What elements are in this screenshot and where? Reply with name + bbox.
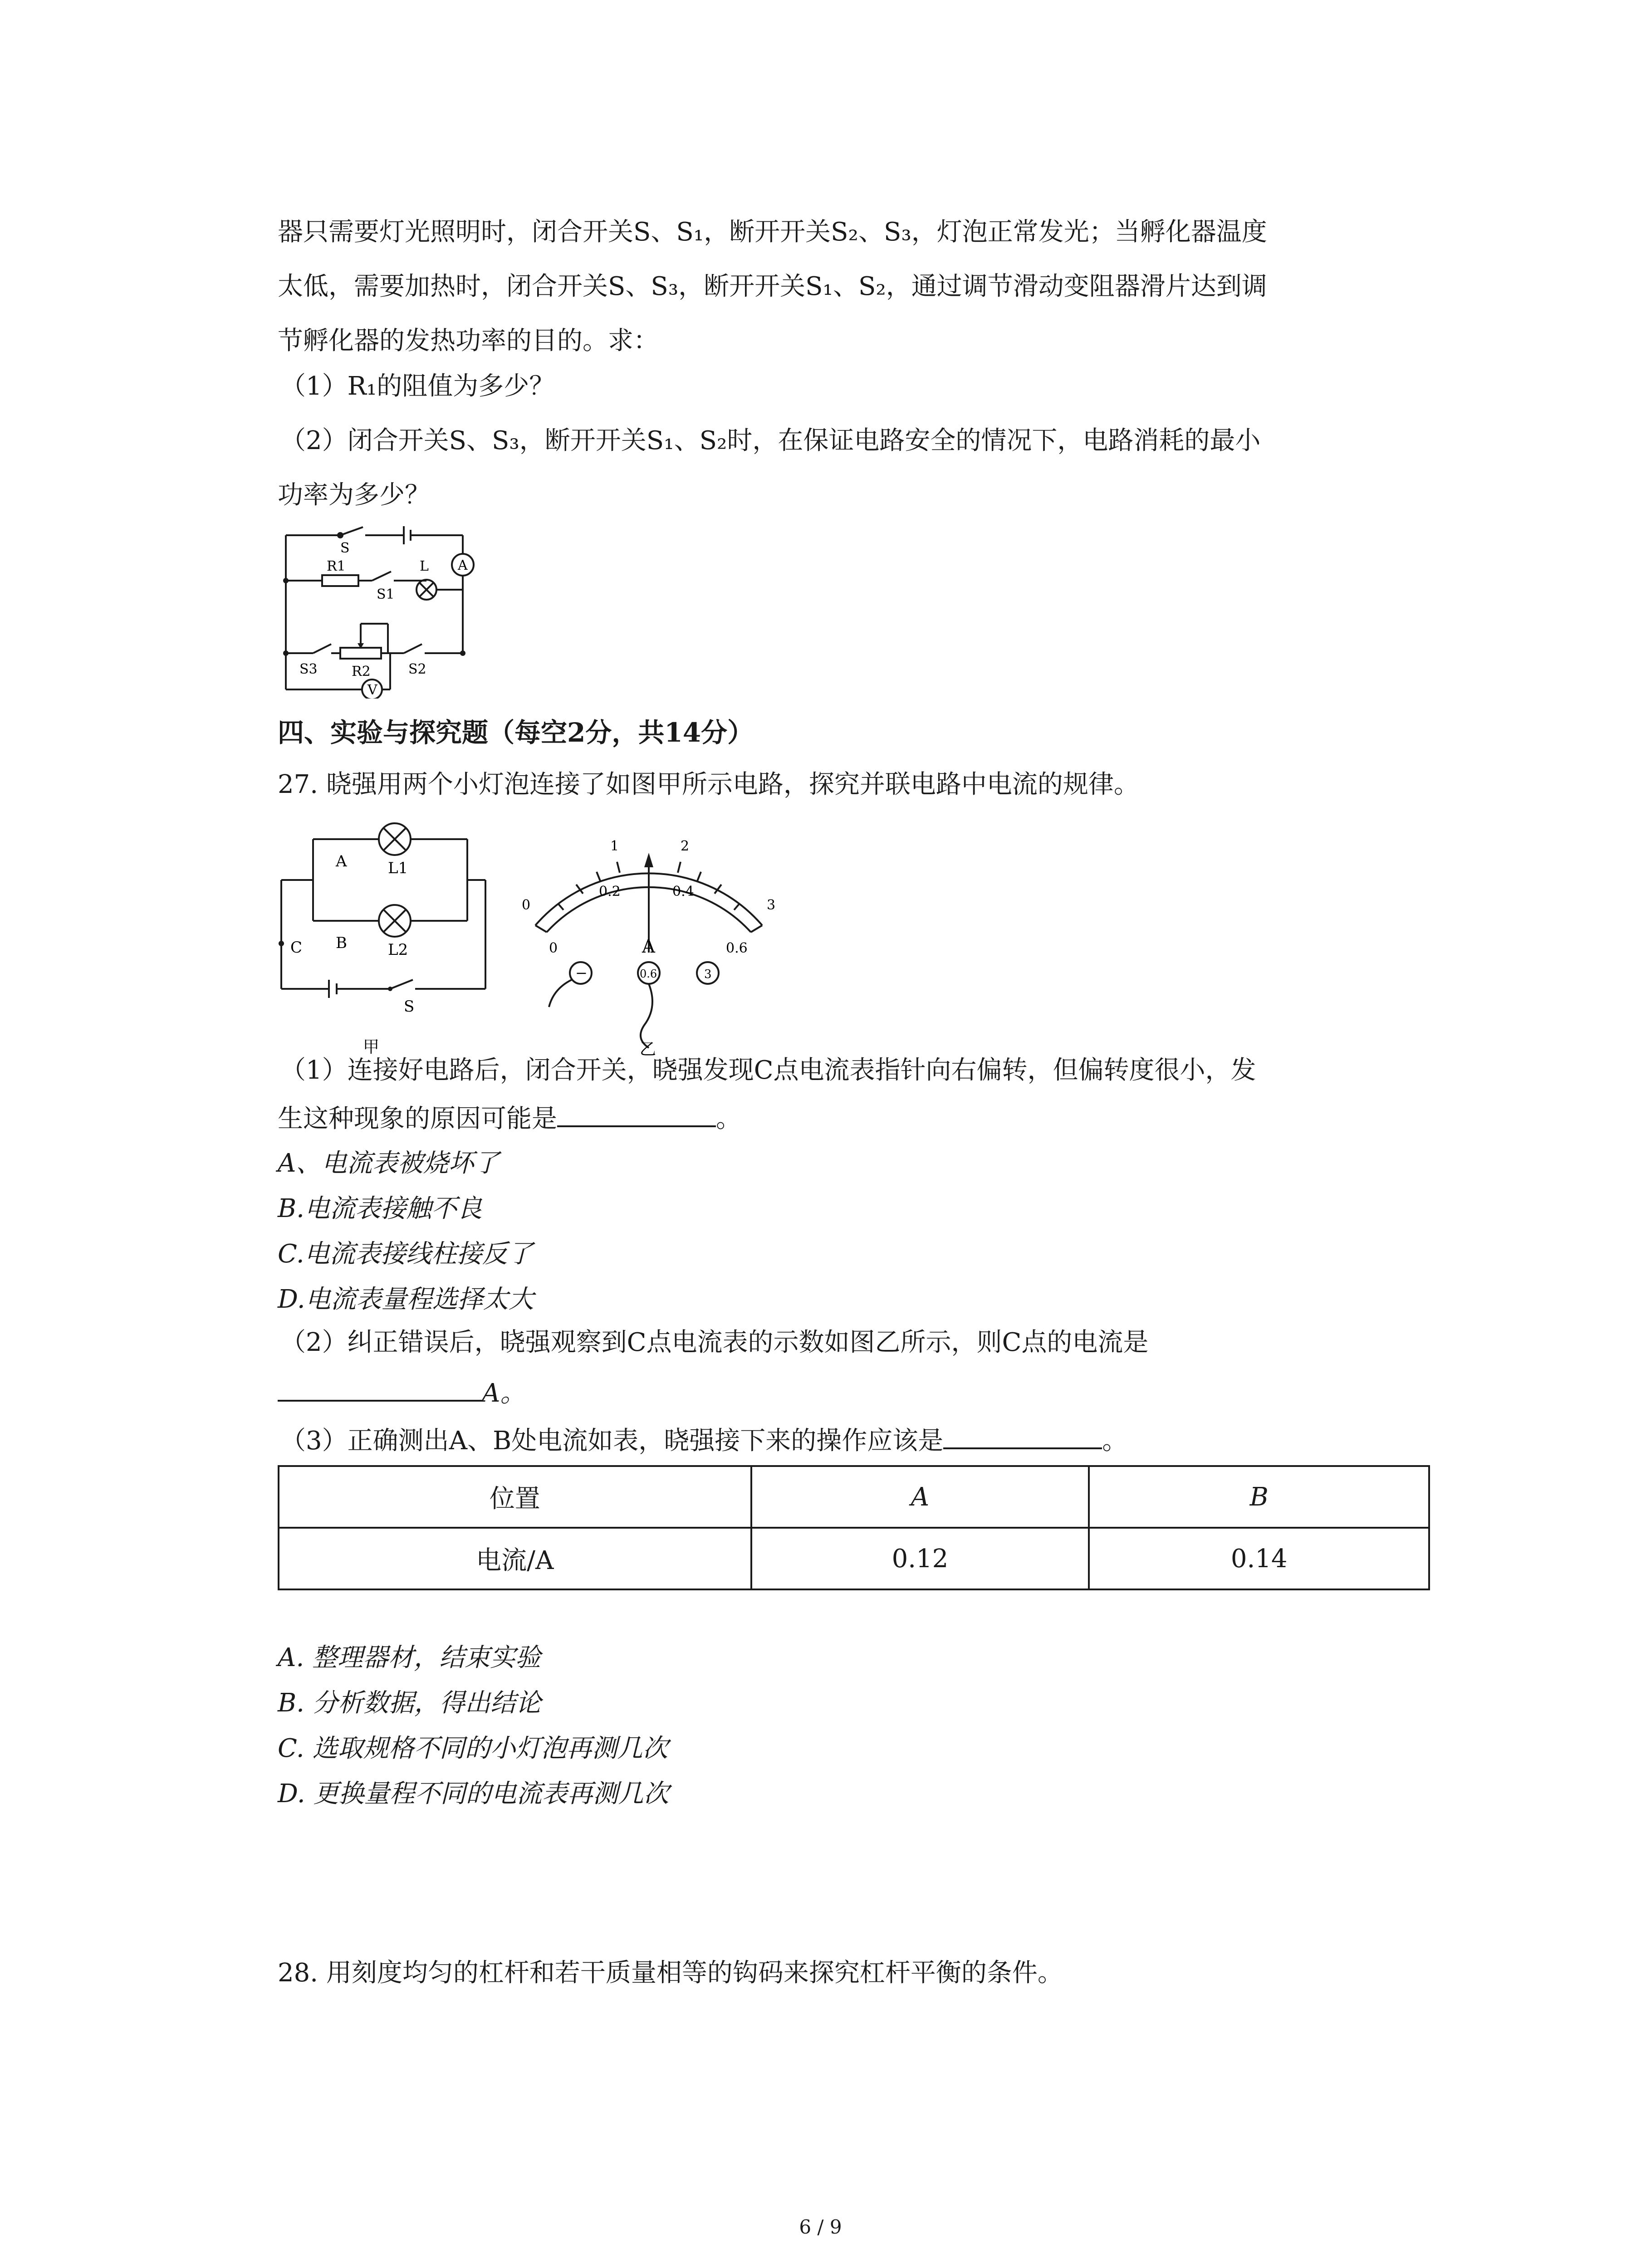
label-s2: S2 [408, 661, 426, 677]
tick-outer-2: 2 [681, 838, 690, 854]
ammeter-unit-label: A [642, 936, 655, 957]
tick-outer-0: 0 [522, 897, 531, 913]
q27-sub3 [280, 1422, 1127, 1459]
q27-sub1-line2 [278, 1100, 741, 1137]
q27-sub3-text: （3）正确测出A、B处电流如表，晓强接下来的操作应该是 [280, 1426, 944, 1456]
q27-stem: 27. 晓强用两个小灯泡连接了如图甲所示电路，探究并联电路中电流的规律。 [278, 770, 1139, 799]
label-point-a: A [336, 852, 347, 870]
label-l1: L1 [388, 859, 408, 877]
label-r1: R1 [327, 558, 346, 574]
current-data-table [278, 1465, 1430, 1590]
section-heading: 四、实验与探究题（每空2分，共14分） [278, 717, 754, 748]
table-header-a: A [751, 1466, 1089, 1528]
q27-sub1-option-c: C.电流表接线柱接反了 [278, 1239, 533, 1269]
q27-sub1-end: 。 [716, 1104, 741, 1134]
q27-sub3-option-b: B. 分析数据，得出结论 [278, 1688, 541, 1718]
tick-outer-1: 1 [610, 838, 619, 854]
tick-inner-0-2: 0.2 [599, 884, 621, 899]
label-s: S [340, 540, 350, 556]
q28-stem: 28. 用刻度均匀的杠杆和若干质量相等的钩码来探究杠杆平衡的条件。 [278, 1958, 1063, 1988]
figure-caption-jia: 甲 [363, 1038, 380, 1056]
label-point-c: C [290, 938, 303, 957]
label-v: V [367, 682, 377, 698]
label-point-b: B [336, 934, 347, 952]
table-row [279, 1466, 1429, 1528]
q27-sub3-option-a: A. 整理器材，结束实验 [278, 1643, 541, 1672]
label-s1: S1 [377, 587, 395, 602]
figure-caption-yi: 乙 [640, 1040, 656, 1059]
q26-text-line1: 器只需要灯光照明时，闭合开关S、S₁，断开开关S₂、S₃，灯泡正常发光；当孵化器温度 [278, 217, 1267, 247]
label-a: A [458, 557, 468, 573]
q27-figure-jia [272, 816, 508, 1061]
label-switch-s: S [404, 997, 415, 1016]
table-cell-current-label: 电流/A [279, 1528, 751, 1589]
q27-sub2-line2 [278, 1374, 525, 1412]
table-header-b: B [1089, 1466, 1429, 1528]
tick-outer-3: 3 [767, 897, 776, 913]
q26-text-line3: 节孵化器的发热功率的目的。求： [278, 326, 659, 356]
q27-sub1-text: 生这种现象的原因可能是 [278, 1104, 557, 1134]
tick-inner-0-6: 0.6 [726, 940, 748, 956]
q26-subquestion-2-line2: 功率为多少？ [278, 480, 430, 510]
terminal-3: 3 [704, 968, 712, 981]
q26-circuit-diagram [272, 517, 508, 699]
terminal-0-6: 0.6 [640, 968, 657, 980]
q27-sub1-line1: （1）连接好电路后，闭合开关，晓强发现C点电流表指针向右偏转，但偏转度很小，发 [280, 1056, 1256, 1085]
q27-sub1-option-b: B.电流表接触不良 [278, 1194, 482, 1223]
q27-figure-yi-ammeter [508, 816, 798, 1061]
q27-sub1-option-d: D.电流表量程选择太大 [278, 1285, 534, 1314]
table-cell-a-value: 0.12 [751, 1528, 1089, 1589]
q27-sub2-line1: （2）纠正错误后，晓强观察到C点电流表的示数如图乙所示，则C点的电流是 [280, 1328, 1149, 1357]
label-r2: R2 [352, 664, 371, 679]
terminal-negative: − [575, 964, 588, 982]
q26-subquestion-1: （1）R₁的阻值为多少？ [280, 371, 555, 401]
label-l2: L2 [388, 941, 408, 959]
table-cell-b-value: 0.14 [1089, 1528, 1429, 1589]
q27-sub2-unit: A。 [482, 1378, 526, 1408]
answer-blank-3[interactable] [943, 1422, 1102, 1449]
q26-text-line2: 太低，需要加热时，闭合开关S、S₃，断开开关S₁、S₂，通过调节滑动变阻器滑片达到调 [278, 272, 1267, 301]
answer-blank-1[interactable] [557, 1100, 716, 1127]
label-l: L [420, 558, 429, 574]
q26-subquestion-2-line1: （2）闭合开关S、S₃，断开开关S₁、S₂时，在保证电路安全的情况下，电路消耗的最小 [280, 426, 1261, 455]
table-header-position: 位置 [279, 1466, 751, 1528]
q27-sub3-option-d: D. 更换量程不同的电流表再测几次 [278, 1779, 669, 1809]
tick-inner-0: 0 [549, 940, 558, 956]
label-s3: S3 [299, 661, 318, 677]
page-number: 6 / 9 [799, 2216, 842, 2238]
q27-sub1-option-a: A、电流表被烧坏了 [278, 1149, 500, 1178]
answer-blank-2[interactable] [278, 1374, 482, 1402]
q27-sub3-end: 。 [1102, 1426, 1128, 1456]
q27-sub3-option-c: C. 选取规格不同的小灯泡再测几次 [278, 1734, 668, 1763]
tick-inner-0-4: 0.4 [672, 884, 694, 899]
table-row [279, 1528, 1429, 1589]
